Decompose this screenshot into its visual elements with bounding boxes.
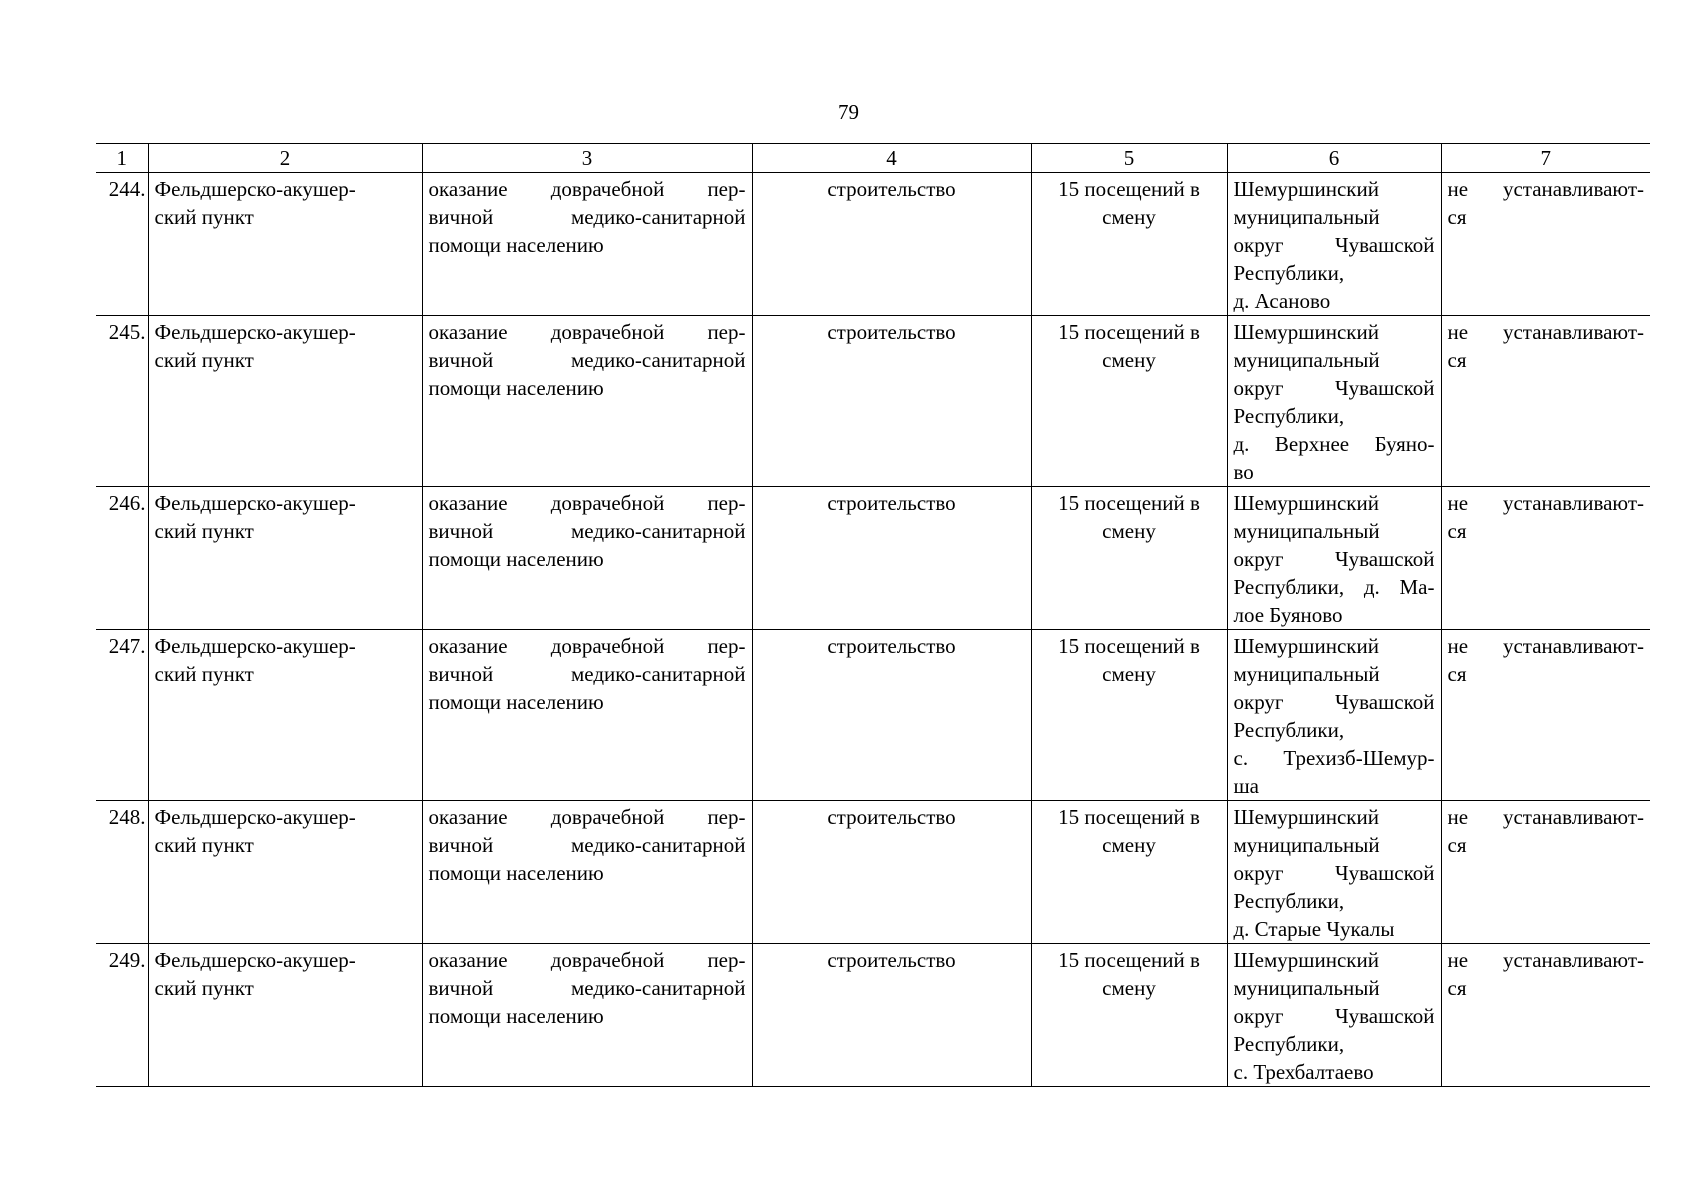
column-header-5: 5	[1031, 144, 1227, 173]
activity-type-cell: строительство	[752, 316, 1031, 487]
zones-line: ся	[1447, 205, 1467, 229]
name-line: Фельдшерско-акушер-	[154, 320, 356, 344]
location-line: с. Трехбалтаево	[1233, 1060, 1374, 1084]
capacity-line: 15 посещений в	[1058, 320, 1200, 344]
location-line: Республики,	[1233, 889, 1345, 913]
zones-cell	[1441, 173, 1650, 316]
activity-type-cell: строительство	[752, 801, 1031, 944]
capacity-line: смену	[1102, 833, 1156, 857]
table-body	[96, 144, 1650, 1087]
name-line: Фельдшерско-акушер-	[154, 805, 356, 829]
purpose-line: вичной медико-санитарной	[428, 662, 746, 686]
location-line: округ Чувашской	[1233, 376, 1435, 400]
zones-line: не устанавливают-	[1447, 948, 1644, 972]
purpose-cell	[422, 630, 752, 801]
location-line: д. Асаново	[1233, 289, 1331, 313]
purpose-cell	[422, 173, 752, 316]
name-line: ский пункт	[154, 348, 254, 372]
purpose-line: оказание доврачебной пер-	[428, 634, 746, 658]
capacity-cell	[1031, 173, 1227, 316]
location-line: Республики,	[1233, 404, 1345, 428]
purpose-line: помощи населению	[428, 547, 604, 571]
zones-line: не устанавливают-	[1447, 634, 1644, 658]
capacity-line: 15 посещений в	[1058, 634, 1200, 658]
location-line: Шемуршинский	[1233, 948, 1379, 972]
row-number: 247.	[96, 630, 148, 801]
column-header-6: 6	[1227, 144, 1441, 173]
name-line: ский пункт	[154, 833, 254, 857]
location-line: муниципальный	[1233, 662, 1380, 686]
capacity-line: 15 посещений в	[1058, 491, 1200, 515]
column-header-7: 7	[1441, 144, 1650, 173]
name-line: ский пункт	[154, 519, 254, 543]
object-name-cell	[148, 944, 422, 1087]
capacity-line: смену	[1102, 976, 1156, 1000]
location-cell	[1227, 801, 1441, 944]
zones-line: не устанавливают-	[1447, 177, 1644, 201]
location-line: во	[1233, 460, 1254, 484]
row-number: 246.	[96, 487, 148, 630]
row-number: 244.	[96, 173, 148, 316]
location-line: округ Чувашской	[1233, 1004, 1435, 1028]
column-header-1: 1	[96, 144, 148, 173]
location-line: д. Верхнее Буяно-	[1233, 432, 1435, 456]
zones-line: ся	[1447, 348, 1467, 372]
name-line: ский пункт	[154, 976, 254, 1000]
location-line: муниципальный	[1233, 976, 1380, 1000]
row-number: 245.	[96, 316, 148, 487]
table-row	[96, 630, 1650, 801]
table-row	[96, 316, 1650, 487]
name-line: Фельдшерско-акушер-	[154, 948, 356, 972]
capacity-cell	[1031, 316, 1227, 487]
zones-cell	[1441, 487, 1650, 630]
facilities-table	[96, 143, 1650, 1087]
purpose-cell	[422, 801, 752, 944]
capacity-line: смену	[1102, 205, 1156, 229]
purpose-line: помощи населению	[428, 861, 604, 885]
name-line: ский пункт	[154, 205, 254, 229]
capacity-line: смену	[1102, 519, 1156, 543]
purpose-line: оказание доврачебной пер-	[428, 948, 746, 972]
purpose-line: оказание доврачебной пер-	[428, 177, 746, 201]
capacity-line: смену	[1102, 662, 1156, 686]
table-row	[96, 173, 1650, 316]
location-line: муниципальный	[1233, 519, 1380, 543]
purpose-line: помощи населению	[428, 376, 604, 400]
table-row	[96, 944, 1650, 1087]
activity-type-cell: строительство	[752, 944, 1031, 1087]
zones-line: ся	[1447, 976, 1467, 1000]
location-line: Республики,	[1233, 1032, 1345, 1056]
purpose-line: помощи населению	[428, 233, 604, 257]
location-cell	[1227, 944, 1441, 1087]
object-name-cell	[148, 801, 422, 944]
zones-line: не устанавливают-	[1447, 320, 1644, 344]
purpose-cell	[422, 316, 752, 487]
purpose-line: вичной медико-санитарной	[428, 205, 746, 229]
location-line: Республики,	[1233, 718, 1345, 742]
capacity-line: 15 посещений в	[1058, 177, 1200, 201]
zones-line: ся	[1447, 833, 1467, 857]
table-row	[96, 801, 1650, 944]
capacity-cell	[1031, 487, 1227, 630]
object-name-cell	[148, 487, 422, 630]
capacity-line: 15 посещений в	[1058, 948, 1200, 972]
location-line: с. Трехизб-Шемур-	[1233, 746, 1435, 770]
activity-type-cell: строительство	[752, 630, 1031, 801]
activity-type-cell: строительство	[752, 173, 1031, 316]
location-line: муниципальный	[1233, 833, 1380, 857]
capacity-cell	[1031, 944, 1227, 1087]
row-number: 249.	[96, 944, 148, 1087]
zones-cell	[1441, 630, 1650, 801]
purpose-line: оказание доврачебной пер-	[428, 320, 746, 344]
purpose-line: вичной медико-санитарной	[428, 348, 746, 372]
purpose-line: помощи населению	[428, 1004, 604, 1028]
capacity-line: 15 посещений в	[1058, 805, 1200, 829]
capacity-cell	[1031, 630, 1227, 801]
purpose-line: вичной медико-санитарной	[428, 833, 746, 857]
object-name-cell	[148, 316, 422, 487]
location-line: округ Чувашской	[1233, 547, 1435, 571]
location-line: ша	[1233, 774, 1259, 798]
location-line: муниципальный	[1233, 348, 1380, 372]
zones-cell	[1441, 944, 1650, 1087]
object-name-cell	[148, 173, 422, 316]
name-line: ский пункт	[154, 662, 254, 686]
location-cell	[1227, 630, 1441, 801]
location-line: округ Чувашской	[1233, 861, 1435, 885]
zones-line: не устанавливают-	[1447, 805, 1644, 829]
column-header-row	[96, 144, 1650, 173]
purpose-line: вичной медико-санитарной	[428, 976, 746, 1000]
column-header-4: 4	[752, 144, 1031, 173]
location-line: Шемуршинский	[1233, 634, 1379, 658]
location-line: д. Старые Чукалы	[1233, 917, 1395, 941]
zones-cell	[1441, 316, 1650, 487]
location-line: Республики, д. Ма-	[1233, 575, 1435, 599]
table-row	[96, 487, 1650, 630]
object-name-cell	[148, 630, 422, 801]
capacity-line: смену	[1102, 348, 1156, 372]
location-line: лое Буяново	[1233, 603, 1343, 627]
zones-line: не устанавливают-	[1447, 491, 1644, 515]
name-line: Фельдшерско-акушер-	[154, 491, 356, 515]
page-number: 79	[838, 100, 859, 124]
zones-line: ся	[1447, 662, 1467, 686]
purpose-line: вичной медико-санитарной	[428, 519, 746, 543]
location-line: Шемуршинский	[1233, 491, 1379, 515]
row-number: 248.	[96, 801, 148, 944]
location-cell	[1227, 487, 1441, 630]
purpose-cell	[422, 944, 752, 1087]
name-line: Фельдшерско-акушер-	[154, 177, 356, 201]
location-line: округ Чувашской	[1233, 690, 1435, 714]
location-line: Шемуршинский	[1233, 177, 1379, 201]
purpose-line: помощи населению	[428, 690, 604, 714]
location-line: округ Чувашской	[1233, 233, 1435, 257]
zones-line: ся	[1447, 519, 1467, 543]
location-cell	[1227, 173, 1441, 316]
purpose-line: оказание доврачебной пер-	[428, 805, 746, 829]
location-line: Шемуршинский	[1233, 320, 1379, 344]
purpose-cell	[422, 487, 752, 630]
capacity-cell	[1031, 801, 1227, 944]
column-header-2: 2	[148, 144, 422, 173]
location-line: муниципальный	[1233, 205, 1380, 229]
name-line: Фельдшерско-акушер-	[154, 634, 356, 658]
purpose-line: оказание доврачебной пер-	[428, 491, 746, 515]
location-line: Республики,	[1233, 261, 1345, 285]
activity-type-cell: строительство	[752, 487, 1031, 630]
location-line: Шемуршинский	[1233, 805, 1379, 829]
column-header-3: 3	[422, 144, 752, 173]
zones-cell	[1441, 801, 1650, 944]
location-cell	[1227, 316, 1441, 487]
